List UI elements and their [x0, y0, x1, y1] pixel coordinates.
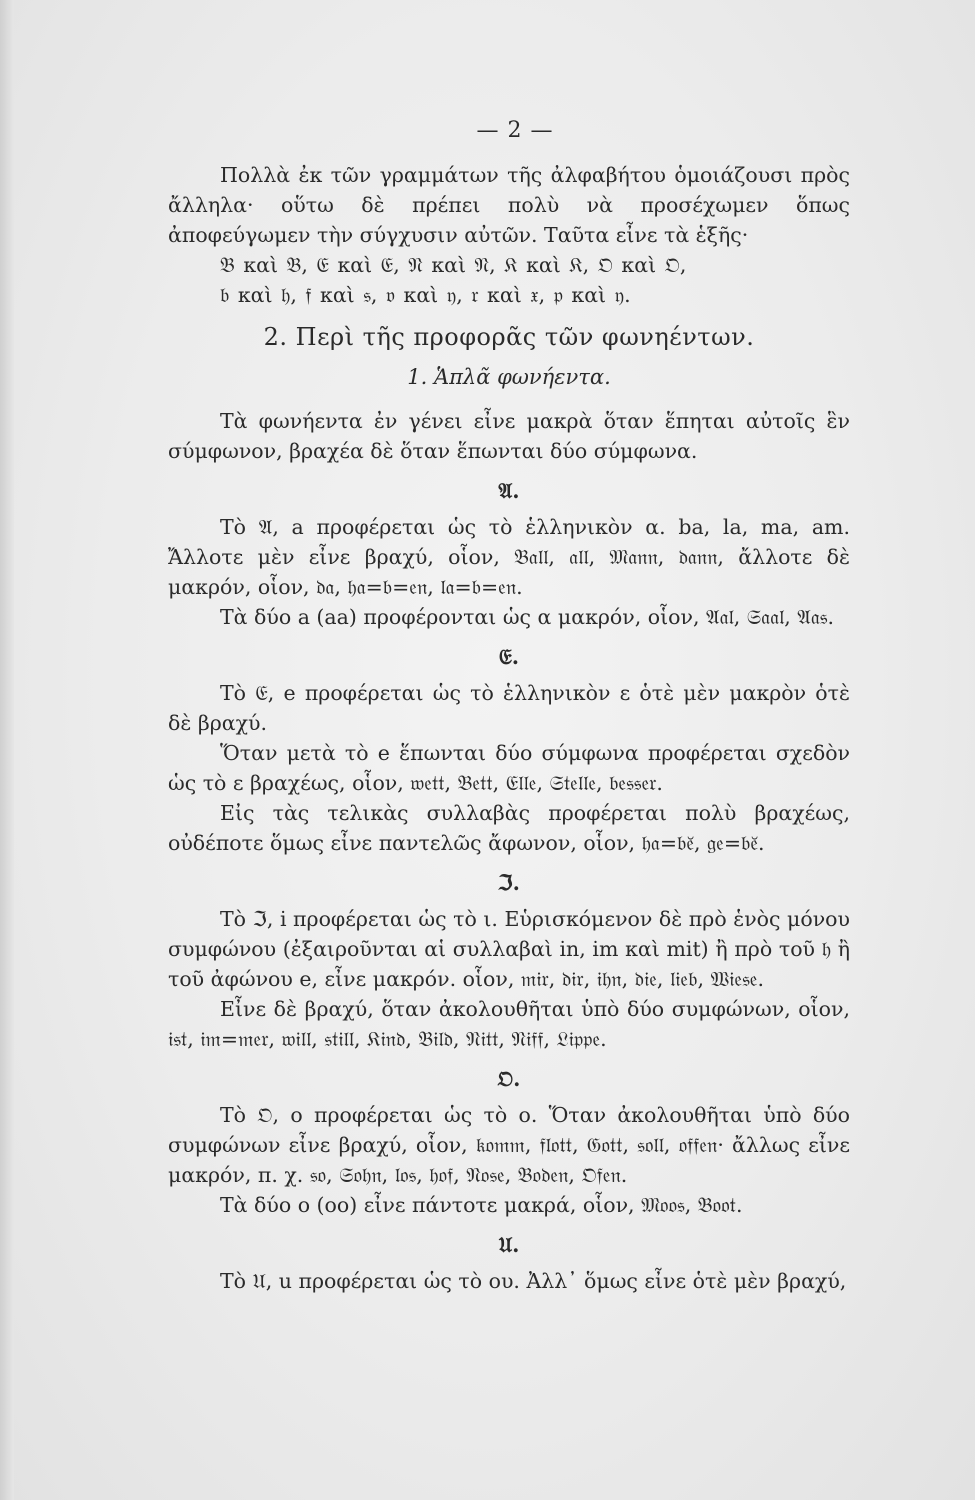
letter-section-e — [168, 642, 850, 858]
paragraph: Τὸ ℑ, i προφέρεται ὡς τὸ ι. Εὑρισκόμενον δὲ πρὸ ἑνὸς μόνου συμφώνου (ἐξαιροῦνται αἱ συλλαβαὶ in, im καὶ mit) ἢ πρὸ τοῦ 𝔥 ἢ τοῦ ἀφώνου e, εἶνε μακρόν. οἷον, 𝔪𝔦𝔯, 𝔡𝔦𝔯, 𝔦𝔥𝔫, 𝔡𝔦𝔢, 𝔩𝔦𝔢𝔟, 𝔚𝔦𝔢𝔰𝔢. — [168, 907, 850, 991]
paragraph: Τὰ δύο a (aa) προφέρονται ὡς α μακρόν, οἷον, 𝔄𝔞𝔩, 𝔖𝔞𝔞𝔩, 𝔄𝔞𝔰. — [220, 605, 834, 629]
paragraph: Τὸ 𝔈, e προφέρεται ὡς τὸ ἑλληνικὸν ε ὁτὲ μὲν μακρὸν ὁτὲ δὲ βραχύ. — [168, 681, 850, 735]
vowels-intro-paragraph: Τὰ φωνήεντα ἐν γένει εἶνε μακρὰ ὅταν ἕπηται αὐτοῖς ἓν σύμφωνον, βραχέα δὲ ὅταν ἕπωνται δύο σύμφωνα. — [168, 409, 850, 463]
letter-heading: ℑ. — [498, 870, 520, 895]
letter-heading: 𝔘. — [498, 1232, 520, 1257]
subsection-heading: 1. Ἁπλᾶ φωνήεντα. — [407, 365, 611, 389]
paragraph: Τὸ 𝔘, u προφέρεται ὡς τὸ ου. Ἀλλ᾽ ὅμως εἶνε ὁτὲ μὲν βραχύ, — [220, 1269, 847, 1293]
page-body — [168, 160, 850, 1296]
page-number: — 2 — — [476, 118, 554, 143]
intro-paragraph: Πολλὰ ἐκ τῶν γραμμάτων τῆς ἀλφαβήτου ὁμοιάζουσι πρὸς ἄλληλα· οὕτω δὲ πρέπει πολὺ νὰ προσέχωμεν ὅπως ἀποφεύγωμεν τὴν σύγχυσιν αὐτῶν. Ταῦτα εἶνε τὰ ἑξῆς· — [168, 163, 850, 247]
letter-heading: 𝔈. — [498, 644, 520, 669]
paragraph: Εἰς τὰς τελικὰς συλλαβὰς προφέρεται πολὺ βραχέως, οὐδέποτε ὅμως εἶνε παντελῶς ἄφωνον, οἷον, 𝔥𝔞=𝔟𝔢̆, 𝔤𝔢=𝔟𝔢̆. — [168, 801, 850, 855]
binding-shadow — [0, 0, 14, 1500]
letter-section-i — [168, 868, 850, 1054]
paragraph: Ὅταν μετὰ τὸ e ἕπωνται δύο σύμφωνα προφέρεται σχεδὸν ὡς τὸ ε βραχέως, οἷον, 𝔴𝔢𝔱𝔱, 𝔅𝔢𝔱𝔱, 𝔈𝔩𝔩𝔢, 𝔖𝔱𝔢𝔩𝔩𝔢, 𝔟𝔢𝔰𝔰𝔢𝔯. — [168, 741, 850, 795]
letter-heading: 𝔒. — [497, 1066, 521, 1091]
section-heading: 2. Περὶ τῆς προφορᾶς τῶν φωνηέντων. — [263, 323, 755, 351]
confusable-pairs-line-1: 𝔅 καὶ 𝔅, 𝔈 καὶ 𝔈, 𝔑 καὶ 𝔑, 𝔎 καὶ 𝔎, 𝔒 καὶ 𝔒, — [220, 253, 687, 277]
letter-heading: 𝔄. — [498, 478, 520, 503]
letter-section-a — [168, 476, 850, 632]
paragraph: Εἶνε δὲ βραχύ, ὅταν ἀκολουθῆται ὑπὸ δύο συμφώνων, οἷον, 𝔦𝔰𝔱, 𝔦𝔪=𝔪𝔢𝔯, 𝔴𝔦𝔩𝔩, 𝔰𝔱𝔦𝔩𝔩, 𝔎𝔦𝔫𝔡, 𝔅𝔦𝔩𝔡, 𝔑𝔦𝔱𝔱, 𝔑𝔦𝔣𝔣, 𝔏𝔦𝔭𝔭𝔢. — [168, 997, 850, 1051]
confusable-pairs-line-2: 𝔟 καὶ 𝔥, 𝔣 καὶ 𝔰, 𝔳 καὶ 𝔶, 𝔯 καὶ 𝔵, 𝔭 καὶ 𝔶. — [220, 283, 631, 307]
letter-section-u — [168, 1230, 850, 1296]
paragraph: Τὰ δύο o (oo) εἶνε πάντοτε μακρά, οἷον, 𝔐𝔬𝔬𝔰, 𝔅𝔬𝔬𝔱. — [220, 1193, 743, 1217]
paragraph: Τὸ 𝔒, o προφέρεται ὡς τὸ ο. Ὅταν ἀκολουθῆται ὑπὸ δύο συμφώνων εἶνε βραχύ, οἷον, 𝔨𝔬𝔪𝔪, 𝔣𝔩𝔬𝔱𝔱, 𝔊𝔬𝔱𝔱, 𝔰𝔬𝔩𝔩, 𝔬𝔣𝔣𝔢𝔫· ἄλλως εἶνε μακρόν, π. χ. 𝔰𝔬, 𝔖𝔬𝔥𝔫, 𝔩𝔬𝔰, 𝔥𝔬𝔣, 𝔑𝔬𝔰𝔢, 𝔅𝔬𝔡𝔢𝔫, 𝔒𝔣𝔢𝔫. — [168, 1103, 850, 1187]
letter-section-o — [168, 1064, 850, 1220]
paragraph: Τὸ 𝔄, a προφέρεται ὡς τὸ ἑλληνικὸν α. ba, la, ma, am. Ἄλλοτε μὲν εἶνε βραχύ, οἷον, 𝔅𝔞𝔩𝔩, 𝔞𝔩𝔩, 𝔐𝔞𝔫𝔫, 𝔡𝔞𝔫𝔫, ἄλλοτε δὲ μακρόν, οἷον, 𝔡𝔞, 𝔥𝔞=𝔟=𝔢𝔫, 𝔩𝔞=𝔟=𝔢𝔫. — [168, 515, 850, 599]
